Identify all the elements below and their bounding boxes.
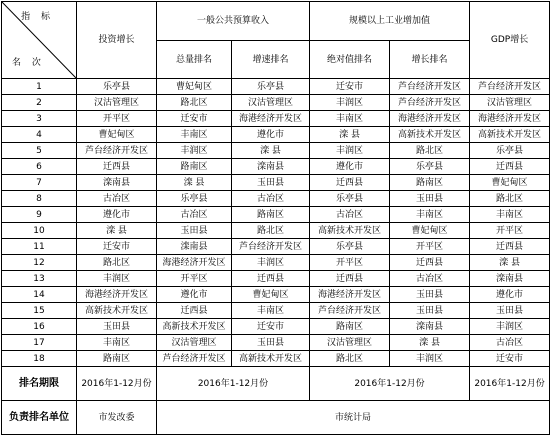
rank-cell: 9 — [2, 207, 77, 223]
table-cell: 海港经济开发区 — [232, 111, 310, 127]
table-cell: 遵化市 — [157, 287, 232, 303]
table-cell: 迁西县 — [470, 239, 550, 255]
rank-cell: 17 — [2, 335, 77, 351]
table-cell: 玉田县 — [157, 223, 232, 239]
header-corner-cell — [2, 2, 77, 79]
table-cell: 乐亭县 — [310, 191, 390, 207]
table-cell: 滦 县 — [77, 223, 157, 239]
table-cell: 滦 县 — [310, 127, 390, 143]
table-cell: 高新技术开发区 — [157, 319, 232, 335]
responsible-investment: 市发改委 — [77, 401, 157, 435]
table-cell: 曹妃甸区 — [157, 79, 232, 95]
table-cell: 遵化市 — [470, 287, 550, 303]
rank-cell: 14 — [2, 287, 77, 303]
table-cell: 迁安市 — [470, 351, 550, 367]
table-cell: 迁安市 — [310, 79, 390, 95]
table-row — [2, 303, 550, 319]
table-cell: 迁西县 — [470, 159, 550, 175]
header-budget-total: 总量排名 — [157, 41, 232, 79]
rank-cell: 15 — [2, 303, 77, 319]
responsible-stats: 市统计局 — [157, 401, 550, 435]
table-row — [2, 271, 550, 287]
table-cell: 路北区 — [390, 143, 470, 159]
table-cell: 汉沽管理区 — [470, 95, 550, 111]
table-cell: 路南区 — [310, 319, 390, 335]
period-industry: 2016年1-12月份 — [310, 367, 470, 401]
table-cell: 迁西县 — [390, 255, 470, 271]
period-row — [2, 367, 550, 401]
table-row — [2, 175, 550, 191]
table-cell: 汉沽管理区 — [232, 95, 310, 111]
table-cell: 开平区 — [470, 223, 550, 239]
table-cell: 古冶区 — [470, 335, 550, 351]
rank-cell: 2 — [2, 95, 77, 111]
table-cell: 丰润区 — [77, 271, 157, 287]
table-cell: 滦南县 — [157, 239, 232, 255]
corner-indicator-label: 指 标 — [21, 12, 54, 22]
table-cell: 乐亭县 — [310, 239, 390, 255]
table-cell: 芦台经济开发区 — [232, 239, 310, 255]
header-industry-growth: 增长排名 — [390, 41, 470, 79]
table-cell: 乐亭县 — [157, 191, 232, 207]
rank-cell: 10 — [2, 223, 77, 239]
table-cell: 遵化市 — [77, 207, 157, 223]
table-cell: 曹妃甸区 — [470, 175, 550, 191]
table-cell: 丰南区 — [310, 111, 390, 127]
table-cell: 海港经济开发区 — [390, 111, 470, 127]
table-cell: 曹妃甸区 — [232, 287, 310, 303]
table-cell: 迁西县 — [232, 271, 310, 287]
table-cell: 玉田县 — [390, 191, 470, 207]
table-cell: 玉田县 — [390, 287, 470, 303]
rank-cell: 11 — [2, 239, 77, 255]
table-cell: 滦南县 — [232, 159, 310, 175]
rank-cell: 7 — [2, 175, 77, 191]
rank-cell: 12 — [2, 255, 77, 271]
table-cell: 滦 县 — [232, 143, 310, 159]
table-cell: 古冶区 — [390, 271, 470, 287]
header-row-1 — [2, 2, 550, 41]
table-cell: 滦 县 — [157, 175, 232, 191]
table-row — [2, 79, 550, 95]
table-cell: 滦南县 — [390, 319, 470, 335]
table-cell: 滦南县 — [470, 271, 550, 287]
table-cell: 迁西县 — [77, 159, 157, 175]
rank-cell: 6 — [2, 159, 77, 175]
table-row — [2, 143, 550, 159]
table-cell: 高新技术开发区 — [310, 223, 390, 239]
table-cell: 路南区 — [232, 207, 310, 223]
table-row — [2, 95, 550, 111]
period-investment: 2016年1-12月份 — [77, 367, 157, 401]
table-row — [2, 223, 550, 239]
table-cell: 丰南区 — [232, 303, 310, 319]
table-cell: 乐亭县 — [470, 143, 550, 159]
header-industry-absolute: 绝对值排名 — [310, 41, 390, 79]
table-cell: 海港经济开发区 — [77, 287, 157, 303]
table-cell: 开平区 — [77, 111, 157, 127]
header-budget-revenue: 一般公共预算收入 — [157, 2, 310, 41]
table-cell: 高新技术开发区 — [77, 303, 157, 319]
table-cell: 汉沽管理区 — [77, 95, 157, 111]
table-cell: 迁西县 — [157, 303, 232, 319]
table-cell: 开平区 — [310, 255, 390, 271]
table-cell: 海港经济开发区 — [310, 287, 390, 303]
header-gdp: GDP增长 — [470, 2, 550, 79]
table-cell: 海港经济开发区 — [157, 255, 232, 271]
rank-cell: 1 — [2, 79, 77, 95]
table-cell: 汉沽管理区 — [157, 335, 232, 351]
table-cell: 乐亭县 — [390, 159, 470, 175]
table-cell: 迁安市 — [157, 111, 232, 127]
responsible-label: 负责排名单位 — [2, 401, 77, 435]
table-row — [2, 287, 550, 303]
corner-rank-label: 名 次 — [12, 58, 45, 68]
table-row — [2, 159, 550, 175]
table-cell: 迁西县 — [310, 271, 390, 287]
table-cell: 古冶区 — [310, 207, 390, 223]
table-cell: 玉田县 — [390, 303, 470, 319]
rank-cell: 16 — [2, 319, 77, 335]
table-cell: 芦台经济开发区 — [470, 79, 550, 95]
table-cell: 丰南区 — [157, 127, 232, 143]
table-cell: 迁安市 — [232, 319, 310, 335]
table-cell: 路北区 — [77, 255, 157, 271]
table-row — [2, 207, 550, 223]
table-row — [2, 351, 550, 367]
table-cell: 路南区 — [157, 159, 232, 175]
table-cell: 海港经济开发区 — [470, 111, 550, 127]
table-cell: 乐亭县 — [232, 79, 310, 95]
table-cell: 丰南区 — [470, 207, 550, 223]
header-industry-value: 规模以上工业增加值 — [310, 2, 470, 41]
table-cell: 高新技术开发区 — [232, 351, 310, 367]
table-cell: 丰润区 — [390, 351, 470, 367]
table-row — [2, 191, 550, 207]
header-investment: 投资增长 — [77, 2, 157, 79]
table-row — [2, 127, 550, 143]
table-cell: 曹妃甸区 — [390, 223, 470, 239]
table-cell: 芦台经济开发区 — [390, 95, 470, 111]
table-cell: 路南区 — [77, 351, 157, 367]
table-cell: 路北区 — [470, 191, 550, 207]
table-cell: 开平区 — [390, 239, 470, 255]
table-cell: 高新技术开发区 — [390, 127, 470, 143]
table-cell: 丰润区 — [232, 255, 310, 271]
table-row — [2, 255, 550, 271]
table-cell: 芦台经济开发区 — [157, 351, 232, 367]
table-cell: 路北区 — [232, 223, 310, 239]
table-cell: 丰润区 — [470, 319, 550, 335]
table-cell: 路北区 — [157, 95, 232, 111]
rank-cell: 8 — [2, 191, 77, 207]
table-cell: 玉田县 — [470, 303, 550, 319]
table-cell: 路北区 — [310, 351, 390, 367]
responsible-row — [2, 401, 550, 435]
period-budget: 2016年1-12月份 — [157, 367, 310, 401]
table-cell: 丰南区 — [77, 335, 157, 351]
table-cell: 滦 县 — [470, 255, 550, 271]
table-row — [2, 239, 550, 255]
rank-cell: 4 — [2, 127, 77, 143]
table-cell: 玉田县 — [77, 319, 157, 335]
table-cell: 乐亭县 — [77, 79, 157, 95]
table-cell: 遵化市 — [232, 127, 310, 143]
table-cell: 玉田县 — [232, 335, 310, 351]
table-cell: 高新技术开发区 — [470, 127, 550, 143]
table-cell: 芦台经济开发区 — [310, 303, 390, 319]
table-cell: 滦南县 — [77, 175, 157, 191]
table-cell: 迁西县 — [310, 175, 390, 191]
rank-cell: 3 — [2, 111, 77, 127]
table-cell: 玉田县 — [232, 175, 310, 191]
table-cell: 古冶区 — [157, 207, 232, 223]
table-row — [2, 335, 550, 351]
table-row — [2, 111, 550, 127]
period-gdp: 2016年1-12月份 — [470, 367, 550, 401]
table-cell: 开平区 — [157, 271, 232, 287]
header-budget-growth: 增速排名 — [232, 41, 310, 79]
table-cell: 丰南区 — [390, 207, 470, 223]
table-cell: 滦 县 — [390, 335, 470, 351]
rank-cell: 13 — [2, 271, 77, 287]
table-cell: 汉沽管理区 — [310, 335, 390, 351]
table-row — [2, 319, 550, 335]
table-cell: 芦台经济开发区 — [77, 143, 157, 159]
table-cell: 古冶区 — [77, 191, 157, 207]
table-cell: 丰润区 — [310, 143, 390, 159]
period-label: 排名期限 — [2, 367, 77, 401]
ranking-table — [1, 1, 550, 435]
table-cell: 迁安市 — [77, 239, 157, 255]
table-cell: 遵化市 — [310, 159, 390, 175]
table-cell: 丰润区 — [310, 95, 390, 111]
table-cell: 曹妃甸区 — [77, 127, 157, 143]
table-cell: 路南区 — [390, 175, 470, 191]
rank-cell: 18 — [2, 351, 77, 367]
rank-cell: 5 — [2, 143, 77, 159]
table-cell: 芦台经济开发区 — [390, 79, 470, 95]
table-cell: 丰润区 — [157, 143, 232, 159]
table-cell: 古冶区 — [232, 191, 310, 207]
